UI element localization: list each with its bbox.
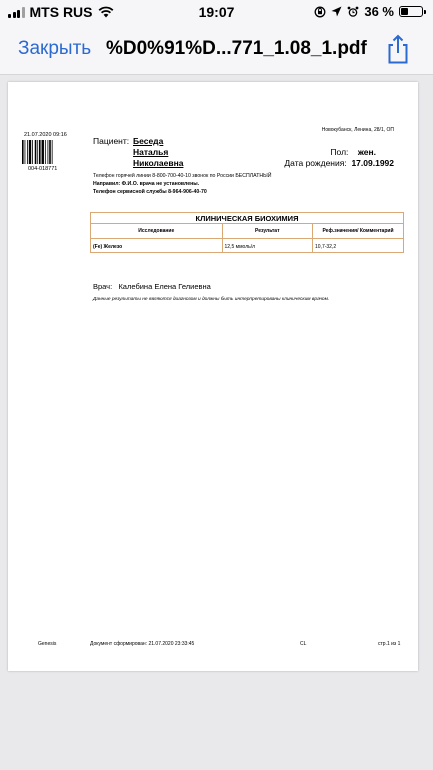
footer-code: CL [300, 641, 307, 647]
sex-row [330, 147, 376, 157]
patient-middlename: Николаевна [133, 158, 184, 168]
dob-value: 17.09.1992 [351, 158, 394, 168]
dob-label: Дата рождения: [284, 158, 347, 168]
clock: 19:07 [198, 4, 235, 20]
dob-row [284, 158, 394, 168]
doctor-label: Врач: [93, 282, 113, 291]
disclaimer-text: Данные результаты не являются диагнозом и должны быть интерпретированы клиническим врачом. [93, 297, 330, 302]
lab-address: Новокубанск, Ленина, 28/1, ОП [321, 127, 394, 133]
test-name: (Fe) Железо [91, 239, 222, 253]
carrier-label: MTS RUS [29, 4, 93, 20]
sex-value: жен. [357, 147, 376, 157]
navigation-bar [0, 26, 433, 75]
footer-org: Genesis [38, 641, 57, 647]
footer-generated: Документ сформирован: 21.07.2020 23:33:45 [90, 641, 195, 647]
lab-results-table [90, 212, 404, 253]
status-bar [0, 0, 433, 26]
hotline-text: Телефон горячей линии 8-800-700-40-10 звонок по России БЕСПЛАТНЫЙ [93, 173, 272, 179]
battery-percent: 36 % [364, 4, 394, 19]
close-button[interactable]: Закрыть [18, 38, 92, 59]
lab-section-title: КЛИНИЧЕСКАЯ БИОХИМИЯ [91, 213, 403, 224]
patient-firstname: Наталья [133, 147, 169, 157]
test-reference: 10,7-32,2 [315, 244, 337, 250]
doctor-name: Калебина Елена Гелиевна [118, 282, 211, 291]
battery-icon [399, 6, 423, 17]
table-row [91, 239, 403, 253]
column-header-result: Результат [222, 224, 312, 239]
share-icon[interactable] [385, 34, 411, 64]
alarm-icon [347, 6, 359, 18]
column-header-reference: Реф.значения/ Комментарий [313, 224, 404, 239]
column-header-test: Исследование [91, 224, 222, 239]
barcode-number: 004-018771 [28, 166, 58, 172]
pdf-page[interactable] [8, 82, 418, 671]
footer-page: стр.1 из 1 [378, 641, 401, 647]
doctor-row [93, 282, 211, 291]
referral-text: Направил: Ф.И.О. врача не установлены. [93, 181, 200, 187]
barcode [22, 140, 62, 164]
location-icon [331, 6, 342, 17]
status-icons [314, 4, 423, 19]
sex-label: Пол: [330, 147, 349, 157]
document-date: 21.07.2020 09:16 [24, 132, 67, 138]
patient-lastname: Беседа [133, 136, 164, 146]
service-phone-text: Телефон сервисной службы 8-964-906-40-70 [93, 189, 207, 195]
rotation-lock-icon [314, 6, 326, 18]
patient-label: Пациент: [93, 136, 130, 146]
document-title: %D0%91%D...771_1.08_1.pdf [106, 38, 367, 59]
test-result: 12,5 ммоль/л [222, 239, 312, 253]
